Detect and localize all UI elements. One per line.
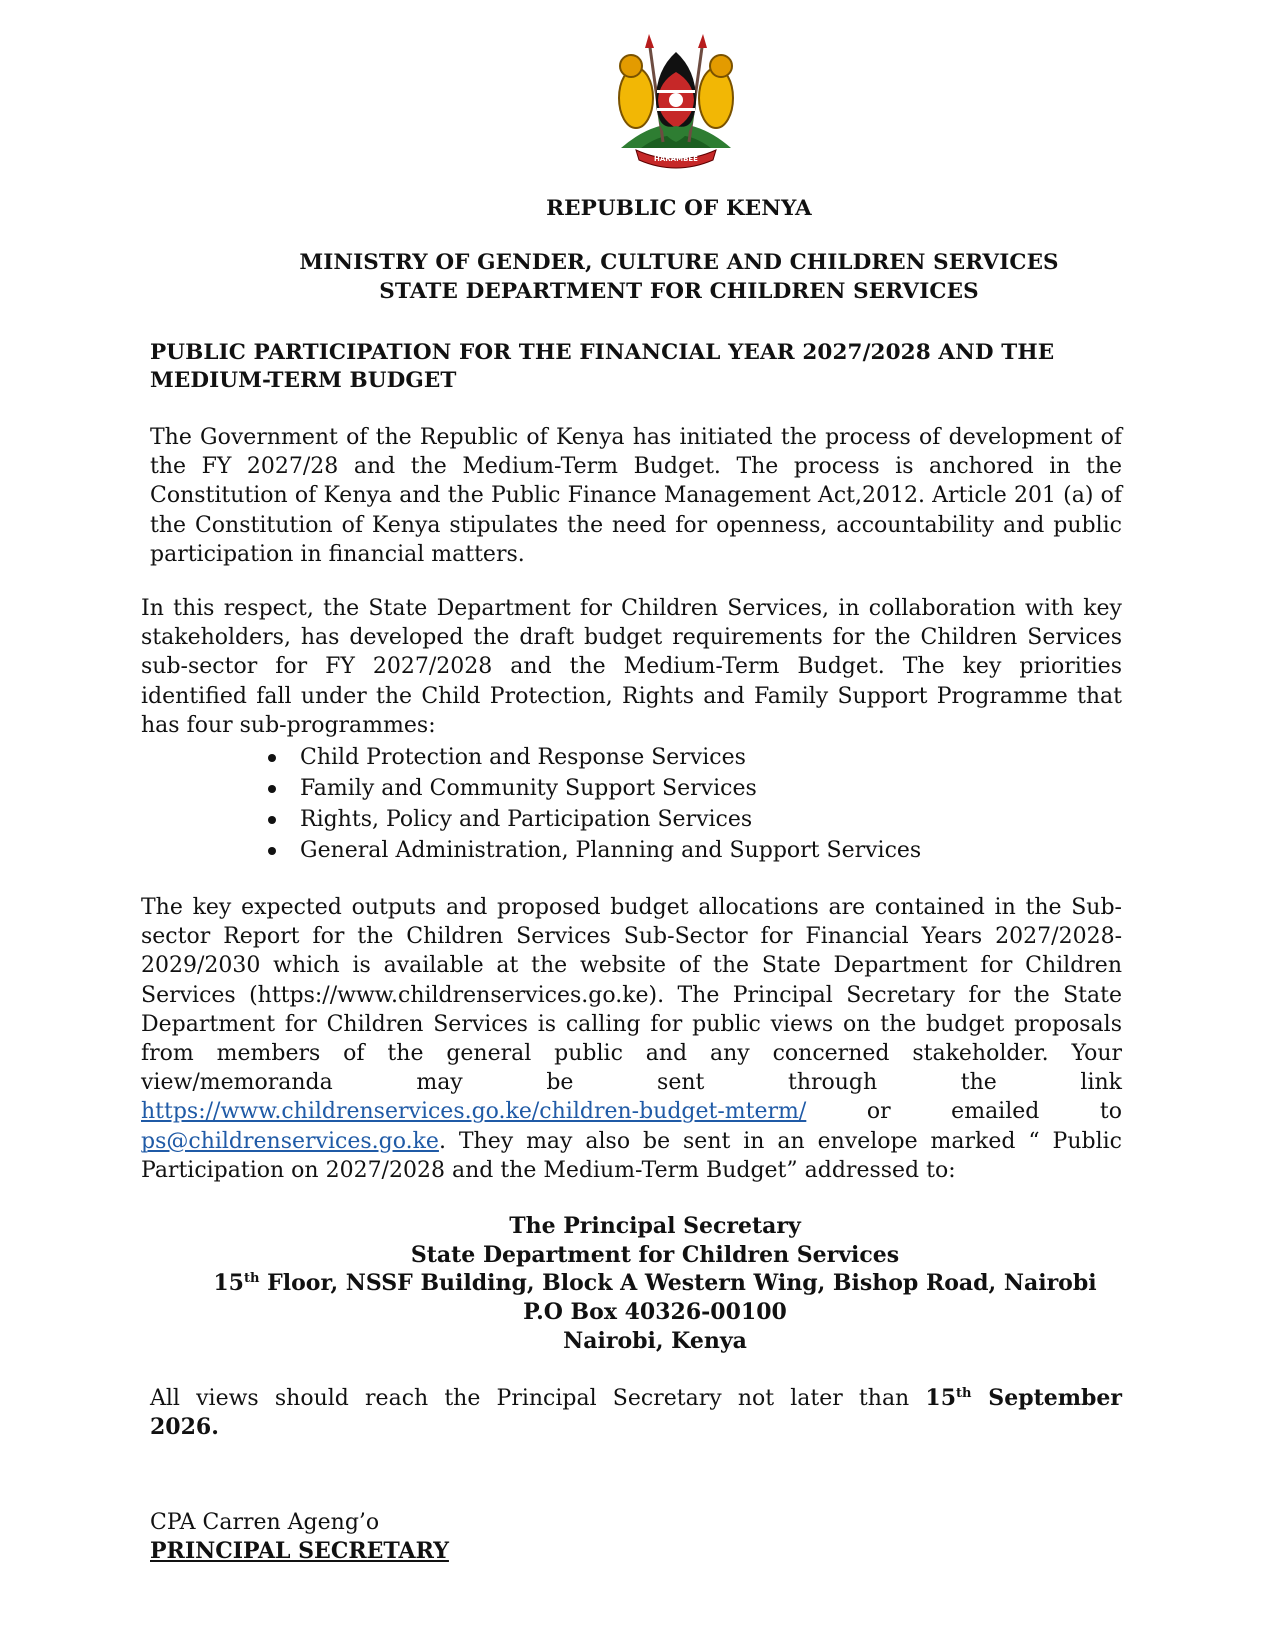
signatory-title: PRINCIPAL SECRETARY — [150, 1538, 449, 1564]
list-item: Child Protection and Response Services — [268, 742, 921, 773]
deadline-day: 15 — [925, 1385, 957, 1411]
country-heading: REPUBLIC OF KENYA — [546, 196, 812, 221]
deadline-month: September — [971, 1385, 1122, 1411]
address-department: State Department for Children Services — [410, 1242, 900, 1268]
deadline-year: 2026. — [150, 1414, 219, 1440]
list-item: Family and Community Support Services — [268, 773, 921, 804]
ps-email-link[interactable]: ps@childrenservices.go.ke — [141, 1128, 439, 1154]
address-title: The Principal Secretary — [509, 1213, 801, 1239]
floor-suffix: th — [244, 1271, 260, 1286]
submission-paragraph — [141, 893, 1122, 1185]
or-emailed-text: or emailed to — [866, 1099, 1122, 1125]
list-item: Rights, Policy and Participation Services — [268, 804, 921, 835]
notice-title-line2: MEDIUM-TERM BUDGET — [150, 368, 457, 393]
department-heading: STATE DEPARTMENT FOR CHILDREN SERVICES — [379, 279, 979, 304]
submission-text: The key expected outputs and proposed budget allocations are contained in the Sub-sector Report for the Children Services Sub-Sector for Financial Years 2027/2028-2029/2030 which is available at the website of the State Department for Children Services (https://www.childrenservices.go.ke). The Principal Secretary for the State Department for Children Services is calling for public views on the budget proposals from members of the general public and any concerned stakeholder. Your view/memoranda may be sent through the link — [141, 895, 1122, 1096]
budget-views-link[interactable]: https://www.childrenservices.go.ke/children-budget-mterm/ — [141, 1099, 807, 1125]
list-item: General Administration, Planning and Support Services — [268, 835, 921, 866]
deadline-day-suffix: th — [956, 1386, 972, 1401]
ministry-heading: MINISTRY OF GENDER, CULTURE AND CHILDREN SERVICES — [299, 250, 1059, 275]
floor-rest: Floor, NSSF Building, Block A Western Wing, Bishop Road, Nairobi — [259, 1270, 1097, 1296]
address-city: Nairobi, Kenya — [563, 1328, 747, 1354]
priorities-paragraph: In this respect, the State Department for Children Services, in collaboration with key stakeholders, has developed the draft budget requirements for the Children Services sub-sector for FY 2027/2028 and the Medium-Term Budget. The key priorities identified fall under the Child Protection, Rights and Family Support Programme that has four sub-programmes: — [141, 596, 1122, 738]
envelope-text: . They may also be sent in an envelope marked “ Public Participation on 2027/2028 and the Medium-Term Budget” addressed to: — [141, 1128, 1122, 1183]
address-floor — [190, 1269, 1120, 1298]
signatory-name: CPA Carren Ageng’o — [150, 1510, 380, 1535]
floor-number: 15 — [213, 1270, 244, 1296]
sub-programme-list — [268, 742, 921, 866]
deadline-paragraph — [150, 1384, 1122, 1442]
address-po-box: P.O Box 40326-00100 — [523, 1299, 787, 1325]
kenya-coat-of-arms-icon — [601, 30, 751, 170]
intro-paragraph: The Government of the Republic of Kenya has initiated the process of development of the FY 2027/28 and the Medium-Term Budget. The process is anchored in the Constitution of Kenya and the Public Finance Management Act,2012. Article 201 (a) of the Constitution of Kenya stipulates the need for openness, accountability and public participation in financial matters. — [150, 425, 1122, 567]
notice-title-line1: PUBLIC PARTICIPATION FOR THE FINANCIAL YEAR 2027/2028 AND THE — [150, 340, 1055, 365]
svg-text:HARAMBEE: HARAMBEE — [654, 155, 698, 163]
deadline-text: All views should reach the Principal Secretary not later than — [150, 1386, 926, 1411]
